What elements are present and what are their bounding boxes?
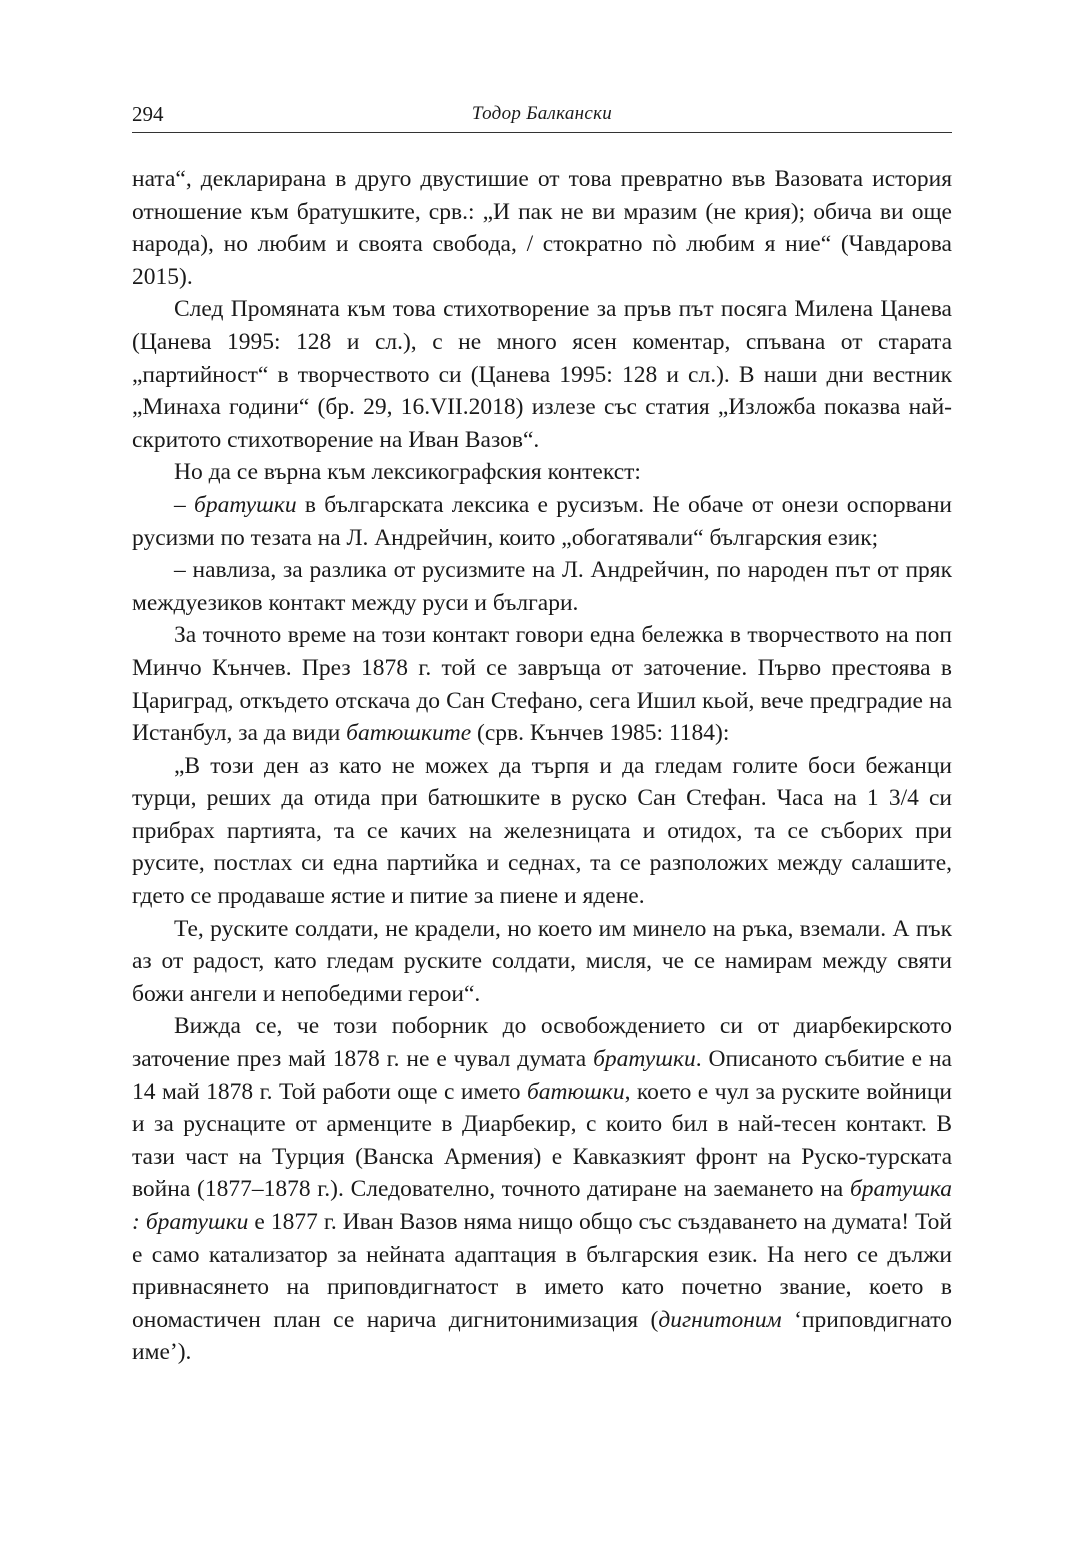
page-header <box>132 100 952 133</box>
paragraph <box>132 619 952 749</box>
page-number: 294 <box>132 102 164 126</box>
italic-term: братушки <box>194 491 297 518</box>
quotation-paragraph <box>132 913 952 1011</box>
text-segment: Но да се върна към лексикографския контекст: <box>174 459 641 486</box>
body-text <box>132 163 952 1369</box>
paragraph <box>132 456 952 489</box>
text-segment: – навлиза, за разлика от русизмите на Л. Андрейчин, по народен път от пряк междуезиков контакт между руси и българи. <box>132 557 952 616</box>
paragraph <box>132 1010 952 1369</box>
list-paragraph <box>132 554 952 619</box>
text-segment: За точното време на този контакт говори една бележка в творчеството на поп Минчо Кънчев. През 1878 г. той се завръща от заточение. Първо престоява в Цариград, откъдето отскача до Сан Стефано, сега Ишил кьой, вече предградие на Истанбул, за да види <box>132 622 952 747</box>
italic-term: батюшките <box>346 720 472 747</box>
text-segment: Вижда се, че този поборник до освобождението си от диарбекирското заточение през май 1878 г. не е чувал думата <box>132 1013 952 1073</box>
paragraph-continuation <box>132 163 952 293</box>
text-segment: е 1877 г. Иван Вазов няма нищо общо със създаването на думата! Той е само катализатор за нейната адаптация в българския език. На него се дължи привнасянето на приповдигнатост в името като почетно звание, което в ономастичен план се нарича дигнитонимизация ( <box>132 1209 952 1333</box>
list-paragraph <box>132 489 952 554</box>
text-segment: (срв. Кънчев 1985: 1184): <box>471 720 730 747</box>
text-segment: . Описаното събитие е на 14 май 1878 г. Той работи още с името <box>132 1046 952 1105</box>
running-title: Тодор Балкански <box>471 103 613 124</box>
italic-term: дигнитоним <box>658 1306 782 1333</box>
text-segment: – <box>174 491 194 518</box>
text-segment: , което е чул за руските войници и за руснаците от арменците в Диарбекир, с които бил в най-тесен контакт. В тази част на Турция (Ванска Армения) е Кавказкият фронт на Руско-турската война (1877–1878 г.). Следователно, точното датиране на заемането на <box>132 1078 952 1203</box>
text-segment: „В този ден аз като не можех да търпя и да гледам голите боси бежанци турци, реших да отида при батюшките в руско Сан Стефан. Часа на 1 3/4 си прибрах партията, та се качих на железницата и отидох, та се съборих при русите, постлах си една партийка и седнах, та се разположих между салашите, гдето се продаваше ястие и питие за пиене и ядене. <box>132 752 952 910</box>
text-segment: ‘приповдигнато име’). <box>132 1306 952 1366</box>
text-segment: в българската лексика е русизъм. Не обаче от онези оспорвани русизми по тезата на Л. Андрейчин, които „обогатявали“ българския език; <box>132 491 953 551</box>
quotation-paragraph <box>132 750 952 913</box>
italic-term: батюшки <box>526 1078 625 1105</box>
text-segment: Те, руските солдати, не крадели, но което им минело на ръка, вземали. А пък аз от радост, като гледам руските солдати, мисля, че се намирам между святи божи ангели и непобедими герои“. <box>132 915 952 1007</box>
italic-term: братушки <box>593 1046 696 1073</box>
text-segment: След Промяната към това стихотворение за пръв път посяга Милена Цанева (Цанева 1995: 128 и сл.), с не много ясен коментар, спъвана от старата „партийност“ в творчеството си (Цанева 1995: 128 и сл.). В наши дни вестник „Минаха години“ (бр. 29, 16.VII.2018) излезе със статия „Изложба показва най-скритото стихотворение на Иван Вазов“. <box>132 296 952 453</box>
italic-term: братушка : братушки <box>132 1176 952 1235</box>
text-segment: ната“, декларирана в друго двустишие от това превратно във Вазовата история отношение към братушките, срв.: „И пак не ви мразим (не крия); обича ви още народа), но любим и своята свобода, / стократно пò любим я ние“ (Чавдарова 2015). <box>132 166 952 290</box>
paragraph <box>132 293 952 456</box>
